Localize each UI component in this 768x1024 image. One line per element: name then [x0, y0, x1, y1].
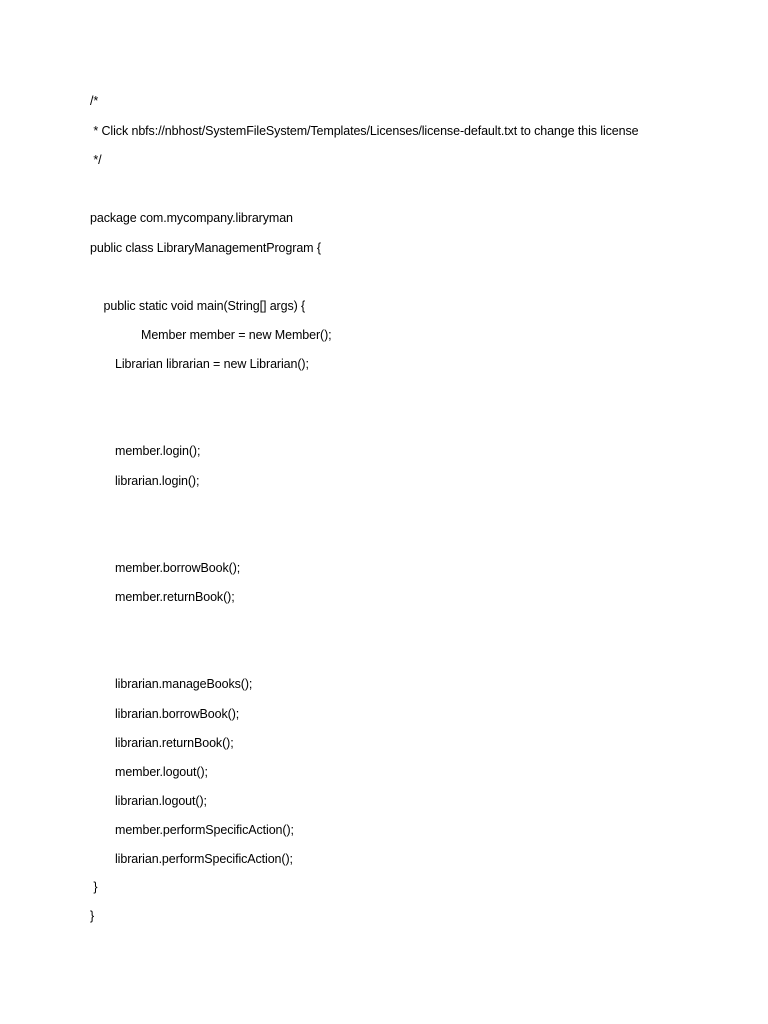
code-line-librarian-action: librarian.performSpecificAction();: [115, 852, 293, 866]
code-line-license-comment: * Click nbfs://nbhost/SystemFileSystem/Templates/Licenses/license-default.txt to change this license: [90, 124, 639, 138]
code-line-comment-close: */: [90, 153, 102, 167]
code-line-comment-open: /*: [90, 94, 99, 108]
code-line-member-action: member.performSpecificAction();: [115, 823, 294, 837]
code-line-package: package com.mycompany.libraryman: [90, 211, 293, 225]
code-line-librarian-login: librarian.login();: [115, 474, 200, 488]
code-line-main-method: public static void main(String[] args) {: [90, 299, 306, 313]
code-line-class-declaration: public class LibraryManagementProgram {: [90, 241, 321, 255]
code-line-member-borrow: member.borrowBook();: [115, 561, 241, 575]
code-line-librarian-logout: librarian.logout();: [115, 794, 207, 808]
code-line-method-close: }: [90, 880, 98, 894]
code-line-librarian-return: librarian.returnBook();: [115, 736, 234, 750]
code-line-member-return: member.returnBook();: [115, 590, 235, 604]
code-line-member-init: Member member = new Member();: [141, 328, 332, 342]
code-line-librarian-init: Librarian librarian = new Librarian();: [115, 357, 309, 371]
code-line-librarian-borrow: librarian.borrowBook();: [115, 707, 240, 721]
code-line-librarian-manage: librarian.manageBooks();: [115, 677, 253, 691]
code-line-class-close: }: [90, 909, 95, 923]
code-line-member-logout: member.logout();: [115, 765, 208, 779]
code-line-member-login: member.login();: [115, 444, 201, 458]
